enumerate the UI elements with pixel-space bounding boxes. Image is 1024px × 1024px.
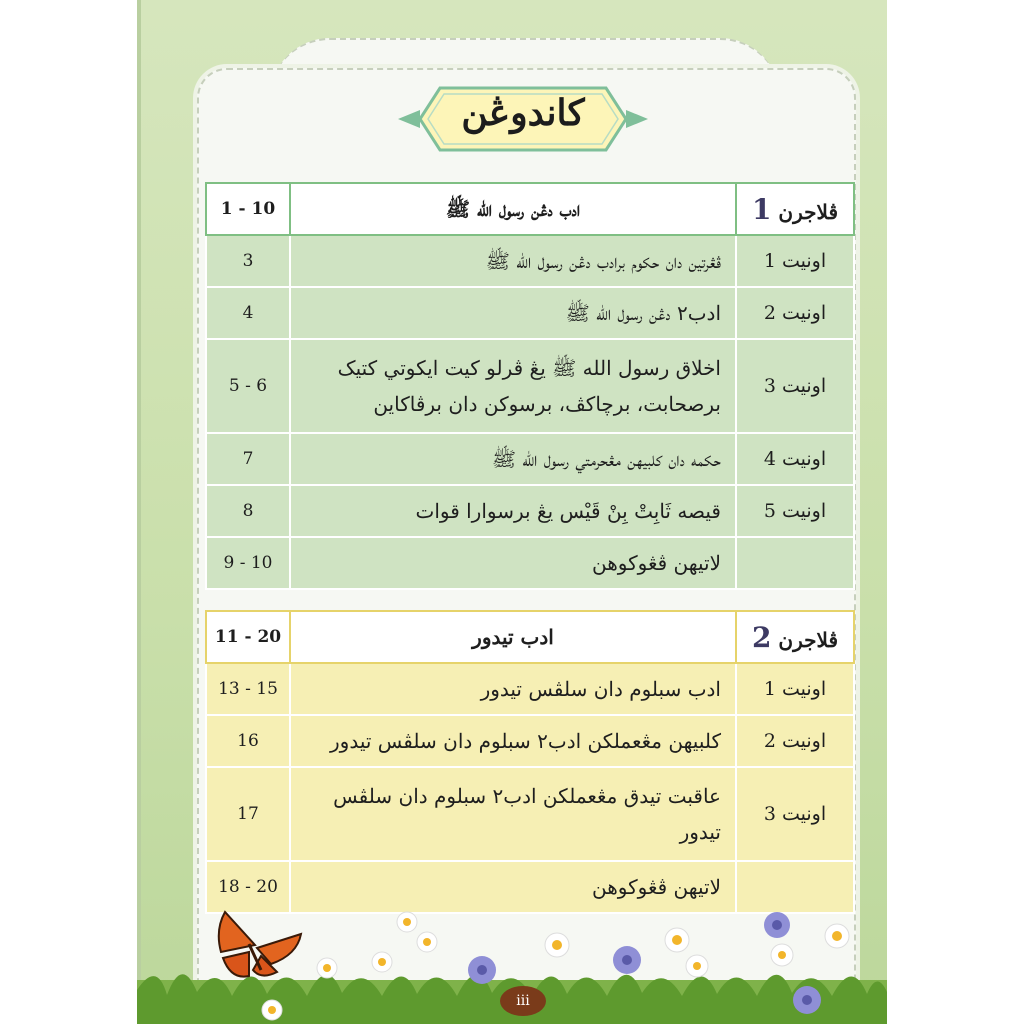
unit-title: ادب سبلوم دان سلڤس تيدور <box>290 663 736 715</box>
unit-title: قيصه ثَابِتْ بِنْ قَيْس يڠ برسوارا قوات <box>290 485 736 537</box>
butterfly-icon <box>219 912 301 977</box>
unit-label: اونيت 2 <box>736 715 854 767</box>
unit-title: ڤڠرتين دان حکوم برادب دڠن رسول الله ﷺ <box>290 235 736 287</box>
lesson-2-label-cell <box>736 611 854 663</box>
lesson-2-header-row <box>206 611 854 663</box>
lesson-label: ڤلاجرن <box>778 199 839 224</box>
unit-label <box>736 537 854 589</box>
unit-title: اخلاق رسول الله ﷺ يڠ ڤرلو کيت ايکوتي کتيک برصحابت، برچاکڤ، برسوکن دان برڤاکاين <box>290 339 736 433</box>
unit-page: 13 - 15 <box>206 663 290 715</box>
unit-title: عاقبت تيدق مڠعملکن ادب٢ سبلوم دان سلڤس تيدور <box>290 767 736 861</box>
unit-title: لاتيهن ڤڠوکوهن <box>290 861 736 913</box>
unit-label: اونيت 1 <box>736 235 854 287</box>
table-row <box>206 287 854 339</box>
unit-label: اونيت 1 <box>736 663 854 715</box>
unit-label: اونيت 5 <box>736 485 854 537</box>
lesson-number: 1 <box>751 192 772 226</box>
unit-label: اونيت 3 <box>736 339 854 433</box>
toc-table-lesson-1 <box>205 182 855 590</box>
unit-label: اونيت 2 <box>736 287 854 339</box>
table-row <box>206 339 854 433</box>
lesson-1-label-cell <box>736 183 854 235</box>
unit-page: 9 - 10 <box>206 537 290 589</box>
page-number: iii <box>500 986 546 1016</box>
lesson-2-pages: 11 - 20 <box>206 611 290 663</box>
unit-page: 3 <box>206 235 290 287</box>
lesson-1-header-row <box>206 183 854 235</box>
table-row <box>206 235 854 287</box>
lesson-1-heading: ادب دڠن رسول الله ﷺ <box>290 183 736 235</box>
lesson-1-pages: 1 - 10 <box>206 183 290 235</box>
unit-page: 4 <box>206 287 290 339</box>
lesson-number: 2 <box>751 620 772 654</box>
unit-page: 8 <box>206 485 290 537</box>
table-row <box>206 433 854 485</box>
table-row <box>206 715 854 767</box>
unit-page: 16 <box>206 715 290 767</box>
unit-page: 5 - 6 <box>206 339 290 433</box>
lesson-2-heading: ادب تيدور <box>290 611 736 663</box>
table-row <box>206 663 854 715</box>
unit-title: کلبيهن مڠعملکن ادب٢ سبلوم دان سلڤس تيدور <box>290 715 736 767</box>
title-plate <box>396 82 650 156</box>
unit-page: 7 <box>206 433 290 485</box>
unit-label: اونيت 4 <box>736 433 854 485</box>
lesson-label: ڤلاجرن <box>778 627 839 652</box>
book-gutter <box>0 0 137 1024</box>
unit-page: 18 - 20 <box>206 861 290 913</box>
unit-label: اونيت 3 <box>736 767 854 861</box>
table-row <box>206 537 854 589</box>
unit-title: ادب٢ دڠن رسول الله ﷺ <box>290 287 736 339</box>
table-row <box>206 767 854 861</box>
toc-table-lesson-2 <box>205 610 855 914</box>
unit-page: 17 <box>206 767 290 861</box>
page-edge <box>137 0 141 1024</box>
page-title: كاندوڠن <box>461 92 585 134</box>
table-row <box>206 485 854 537</box>
unit-title: لاتيهن ڤڠوکوهن <box>290 537 736 589</box>
unit-title: حکمه دان کلبيهن مڠحرمتي رسول الله ﷺ <box>290 433 736 485</box>
